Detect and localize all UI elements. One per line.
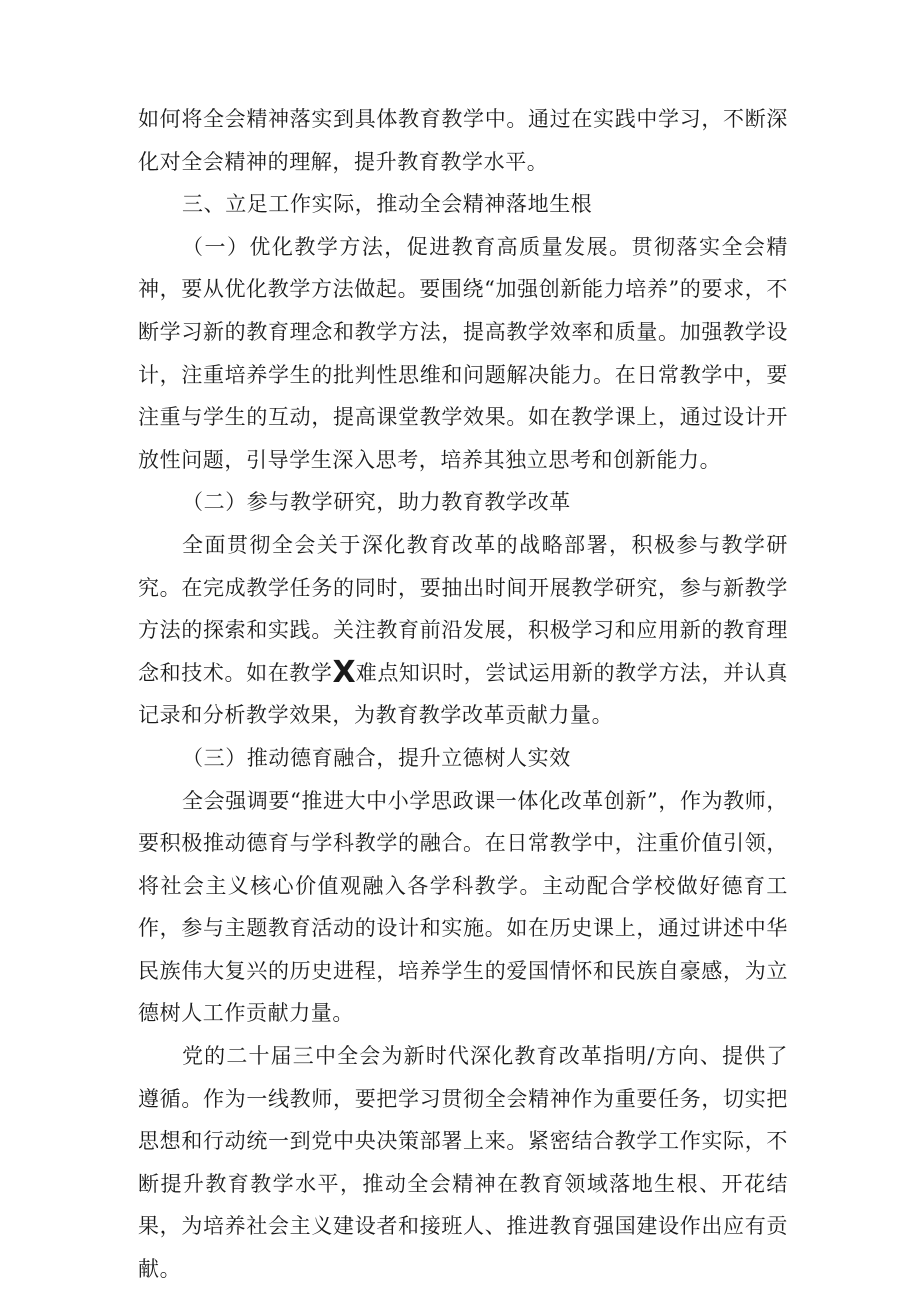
document-body <box>138 98 788 1291</box>
paragraph-moral-education: 全会强调要“推进大中小学思政课一体化改革创新”，作为教师，要积极推动德育与学科教学的融合。在日常教学中，注重价值引领，将社会主义核心价值观融入各学科教学。主动配合学校做好德育工作，参与主题教育活动的设计和实施。如在历史课上，通过讲述中华民族伟大复兴的历史进程，培养学生的爱国情怀和民族自豪感，为立德树人工作贡献力量。 <box>138 788 788 1026</box>
section-heading-3: 三、立足工作实际，推动全会精神落地生根 <box>182 192 593 217</box>
subheading-teaching-research: （二）参与教学研究，助力教育教学改革 <box>182 490 571 515</box>
paragraph-continuation: 如何将全会精神落实到具体教育教学中。通过在实践中学习，不断深化对全会精神的理解，提升教育教学水平。 <box>138 107 788 174</box>
paragraph-conclusion: 党的二十届三中全会为新时代深化教育改革指明/方向、提供了遵循。作为一线教师，要把学习贯彻全会精神作为重要任务，切实把思想和行动统一到党中央决策部署上来。紧密结合教学工作实际，不断提升教育教学水平，推动全会精神在教育领域落地生根、开花结果，为培养社会主义建设者和接班人、推进教育强国建设作出应有贡献。 <box>138 1044 788 1282</box>
subheading-moral-education: （三）推动德育融合，提升立德树人实效 <box>182 745 571 770</box>
paragraph-teaching-research-text: 全面贯彻全会关于深化教育改革的战略部署，积极参与教学研究。在完成教学任务的同时，要抽出时间开展教学研究，参与新教学方法的探索和实践。关注教育前沿发展，积极学习和应用新的教育理念和技术。如在教学 <box>138 532 788 685</box>
paragraph-teaching-research <box>138 524 788 737</box>
paragraph-teaching-research-rest: 难点知识时，尝试运用新的教学方法，并认真记录和分析教学效果，为教育教学改革贡献力量。 <box>138 660 788 728</box>
paragraph-optimize-teaching: （一）优化教学方法，促进教育高质量发展。贯彻落实全会精神，要从优化教学方法做起。要围绕“加强创新能力培养”的要求，不断学习新的教育理念和教学方法，提高教学效率和质量。加强教学设计，注重培养学生的批判性思维和问题解决能力。在日常教学中，要注重与学生的互动，提高课堂教学效果。如在教学课上，通过设计开放性问题，引导学生深入思考，培养其独立思考和创新能力。 <box>138 234 788 472</box>
x-mark: X <box>332 654 356 690</box>
